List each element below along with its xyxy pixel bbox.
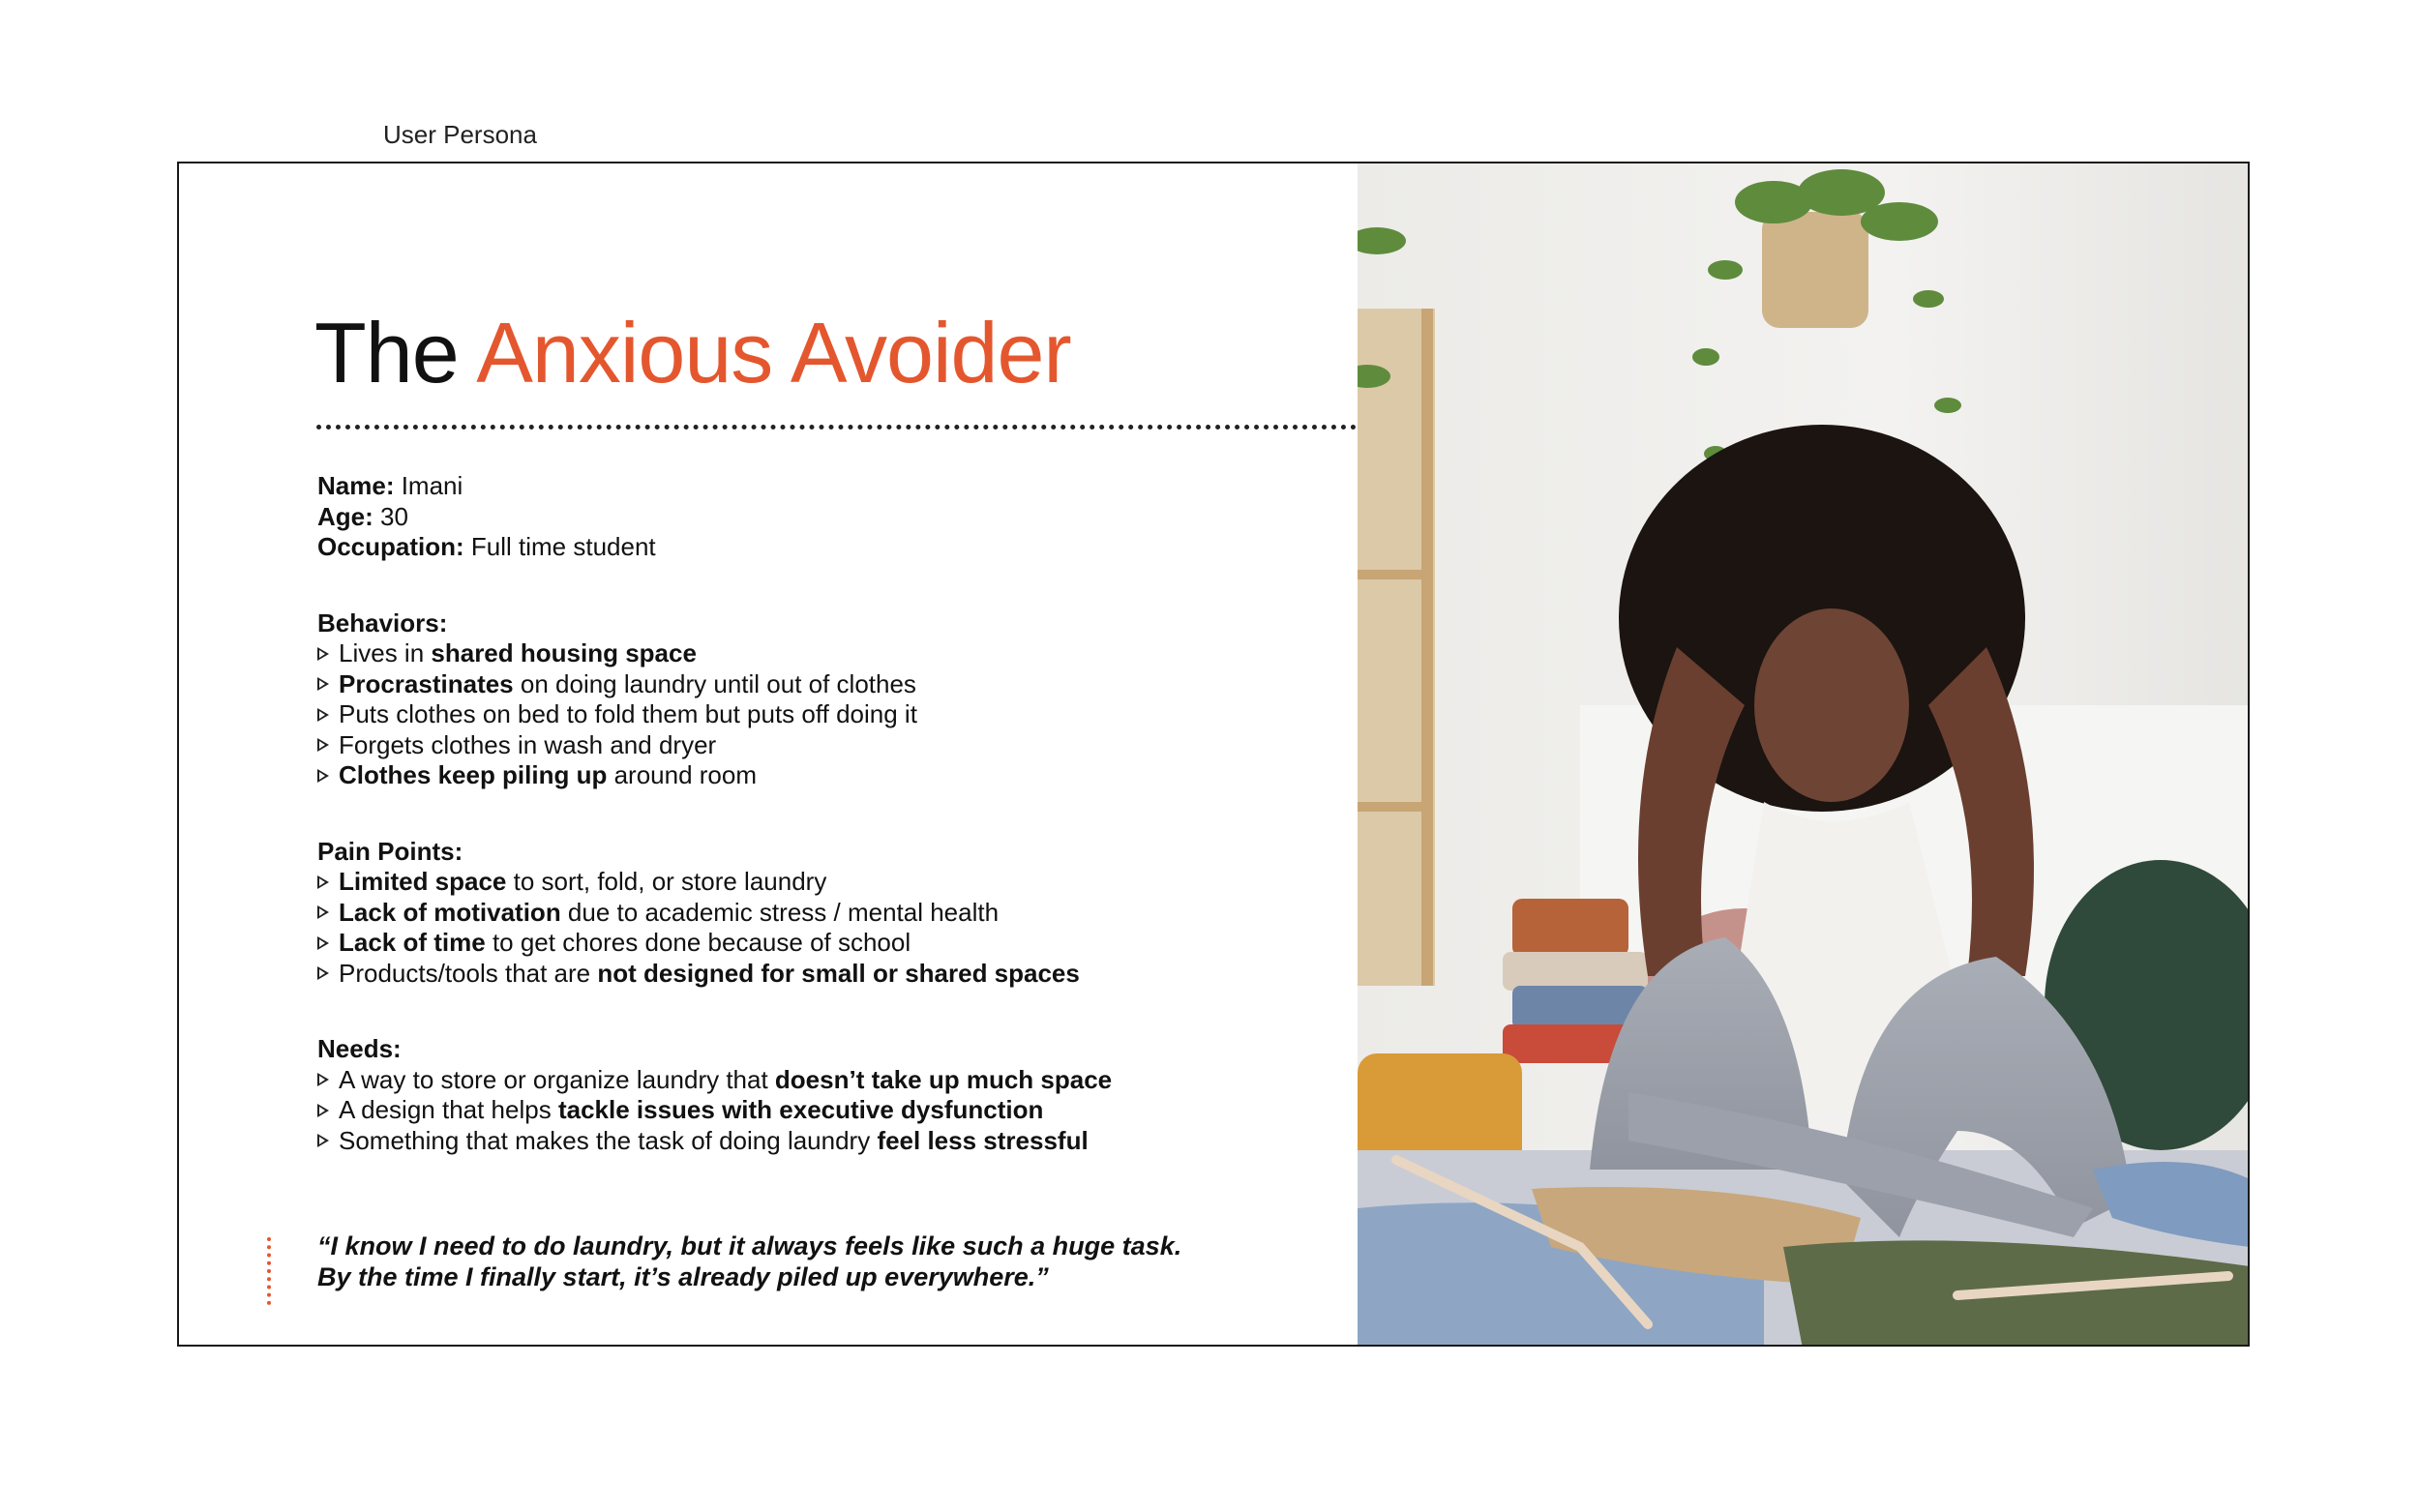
age-line — [317, 502, 1508, 533]
triangle-bullet-icon — [317, 738, 329, 752]
age-value: 30 — [373, 501, 408, 531]
behavior-item: Lives in shared housing space — [317, 638, 1508, 669]
persona-quote — [317, 1230, 1478, 1292]
name-label: Name: — [317, 471, 395, 500]
needs-list — [317, 1065, 1508, 1157]
behaviors-heading: Behaviors: — [317, 608, 448, 637]
quote-line: By the time I finally start, it’s already piled up everywhere.” — [317, 1262, 1049, 1291]
pain-point-item: Lack of time to get chores done because of school — [317, 928, 1508, 959]
pain-point-item: Lack of motivation due to academic stress / mental health — [317, 898, 1508, 929]
triangle-bullet-icon — [317, 1104, 329, 1117]
triangle-bullet-icon — [317, 708, 329, 722]
quote-line: “I know I need to do laundry, but it always feels like such a huge task. — [317, 1231, 1182, 1260]
behavior-item: Clothes keep piling up around room — [317, 760, 1508, 791]
occupation-label: Occupation: — [317, 532, 464, 561]
persona-card — [177, 162, 2250, 1347]
triangle-bullet-icon — [317, 769, 329, 783]
name-value: Imani — [394, 471, 463, 500]
quote-accent-bar — [267, 1237, 271, 1305]
triangle-bullet-icon — [317, 1073, 329, 1086]
occupation-line — [317, 532, 1508, 563]
persona-title — [314, 304, 1071, 402]
title-prefix: The — [314, 305, 477, 400]
triangle-bullet-icon — [317, 936, 329, 950]
title-accent: Anxious Avoider — [476, 305, 1071, 400]
pain-point-item: Limited space to sort, fold, or store laundry — [317, 867, 1508, 898]
pain-points-heading: Pain Points: — [317, 836, 463, 866]
triangle-bullet-icon — [317, 647, 329, 661]
triangle-bullet-icon — [317, 1134, 329, 1147]
behaviors-list — [317, 638, 1508, 791]
needs-heading: Needs: — [317, 1034, 402, 1063]
triangle-bullet-icon — [317, 966, 329, 980]
occupation-value: Full time student — [463, 532, 656, 561]
pain-point-item: Products/tools that are not designed for small or shared spaces — [317, 959, 1508, 990]
need-item: A way to store or organize laundry that doesn’t take up much space — [317, 1065, 1508, 1096]
name-line — [317, 471, 1508, 502]
need-item: A design that helps tackle issues with executive dysfunction — [317, 1095, 1508, 1126]
age-label: Age: — [317, 501, 373, 531]
triangle-bullet-icon — [317, 875, 329, 889]
triangle-bullet-icon — [317, 677, 329, 691]
page-label: User Persona — [383, 120, 537, 149]
profile-block — [317, 471, 1508, 563]
triangle-bullet-icon — [317, 905, 329, 919]
pain-points-list — [317, 867, 1508, 989]
persona-photo — [1358, 163, 2250, 1347]
persona-details — [317, 471, 1508, 1156]
behavior-item: Puts clothes on bed to fold them but puts off doing it — [317, 699, 1508, 730]
need-item: Something that makes the task of doing laundry feel less stressful — [317, 1126, 1508, 1157]
behavior-item: Procrastinates on doing laundry until out of clothes — [317, 669, 1508, 700]
behavior-item: Forgets clothes in wash and dryer — [317, 730, 1508, 761]
